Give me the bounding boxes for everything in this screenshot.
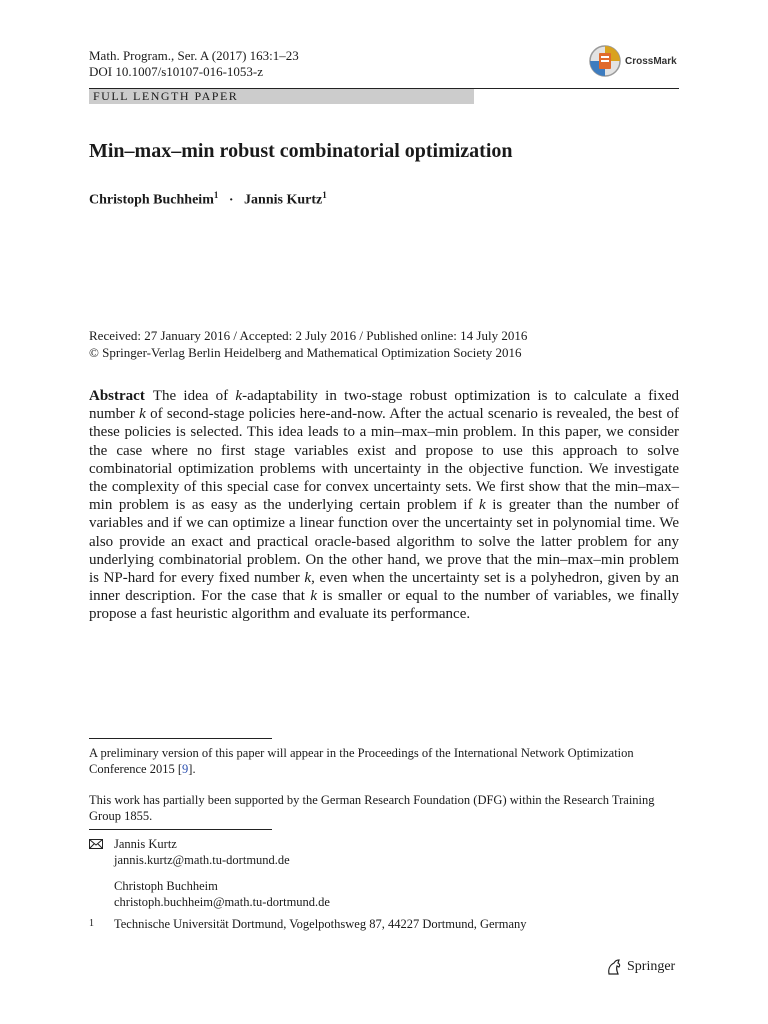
- math-variable: k: [235, 388, 243, 404]
- publisher-logo: [605, 958, 675, 976]
- abstract-text: is smaller or equal to the number of variables, we finally propose a fast heuristic algorithm and evaluate its performance.: [89, 588, 679, 623]
- journal-line: Math. Program., Ser. A (2017) 163:1–23: [89, 48, 299, 63]
- math-variable: k: [139, 406, 146, 423]
- copyright-line: © Springer-Verlag Berlin Heidelberg and Mathematical Optimization Society 2016: [89, 345, 522, 360]
- crossmark-badge[interactable]: [588, 44, 677, 78]
- springer-horse-icon: [605, 958, 623, 976]
- paper-title: Min–max–min robust combinatorial optimization: [89, 140, 513, 162]
- contact-name: Christoph Buchheim: [114, 879, 218, 893]
- footnote-rule: [89, 738, 272, 739]
- affiliation: [89, 916, 527, 932]
- contact-name: Jannis Kurtz: [114, 837, 177, 851]
- contact-email[interactable]: jannis.kurtz@math.tu-dortmund.de: [114, 853, 290, 867]
- contact-email[interactable]: christoph.buchheim@math.tu-dortmund.de: [114, 895, 330, 909]
- footnote-funding: This work has partially been supported by the German Research Foundation (DFG) within the Research Training Group 1855.: [89, 793, 655, 823]
- abstract-text: of second-stage policies here-and-now. After the actual scenario is revealed, the best of these policies is selected. This idea leads to a min–max–min problem. In this paper, we consider the case where no first stage variables exist and propose to use this approach to solve combinatorial optimization problems with uncertainty in the objective function. We investigate the complexity of this special case for convex uncertainty sets. We first show that the min–max–min problem is as easy as the underlying certain problem if: [89, 406, 679, 514]
- doi: DOI 10.1007/s10107-016-1053-z: [89, 64, 264, 79]
- footnote-text: A preliminary version of this paper will appear in the Proceedings of the International Network Optimization Conference 2015 [: [89, 746, 634, 776]
- crossmark-icon: [588, 44, 622, 78]
- author-name[interactable]: Jannis Kurtz: [244, 192, 323, 208]
- publisher-name: Springer: [627, 959, 676, 974]
- dates-line: Received: 27 January 2016 / Accepted: 2 July 2016 / Published online: 14 July 2016: [89, 328, 528, 343]
- crossmark-label: CrossMark: [625, 55, 677, 67]
- contact-block: [89, 836, 330, 910]
- footnote-text: ].: [188, 762, 196, 776]
- affiliation-text: Technische Universität Dortmund, Vogelpothsweg 87, 44227 Dortmund, Germany: [114, 917, 527, 931]
- author-separator: ·: [228, 192, 234, 208]
- author-name[interactable]: Christoph Buchheim: [89, 192, 214, 208]
- paper-type: FULL LENGTH PAPER: [93, 89, 239, 103]
- abstract-heading: Abstract: [89, 388, 145, 404]
- abstract-text: The idea of: [152, 388, 236, 404]
- publication-history: [89, 327, 527, 361]
- journal-citation: [89, 48, 299, 80]
- math-variable: k: [479, 497, 486, 514]
- envelope-icon: [89, 839, 103, 849]
- reference-link[interactable]: 9: [182, 762, 189, 776]
- footnote-rule: [89, 829, 272, 830]
- abstract-text: -adaptability in two-stage robust optimization is to calculate a fixed number: [89, 388, 679, 423]
- abstract: [89, 387, 679, 624]
- math-variable: k: [310, 588, 318, 605]
- author-affiliation-marker: 1: [213, 190, 219, 200]
- abstract-text: , even when the uncertainty set is a polyhedron, given by an inner description. For the case that: [89, 570, 679, 605]
- footnote-preliminary: [89, 745, 679, 777]
- author-affiliation-marker: 1: [322, 190, 327, 200]
- math-variable: k: [304, 570, 312, 587]
- author-list: [89, 186, 327, 210]
- abstract-text: is greater than the number of variables and if we can optimize a linear function over the uncertainty set in polynomial time. We also provide an exact and practical oracle-based algorithm to solve the latter problem for any underlying combinatorial problem. On the other hand, we prove that the min–max–min problem is NP-hard for every fixed number: [89, 497, 679, 587]
- affiliation-marker: 1: [89, 918, 94, 929]
